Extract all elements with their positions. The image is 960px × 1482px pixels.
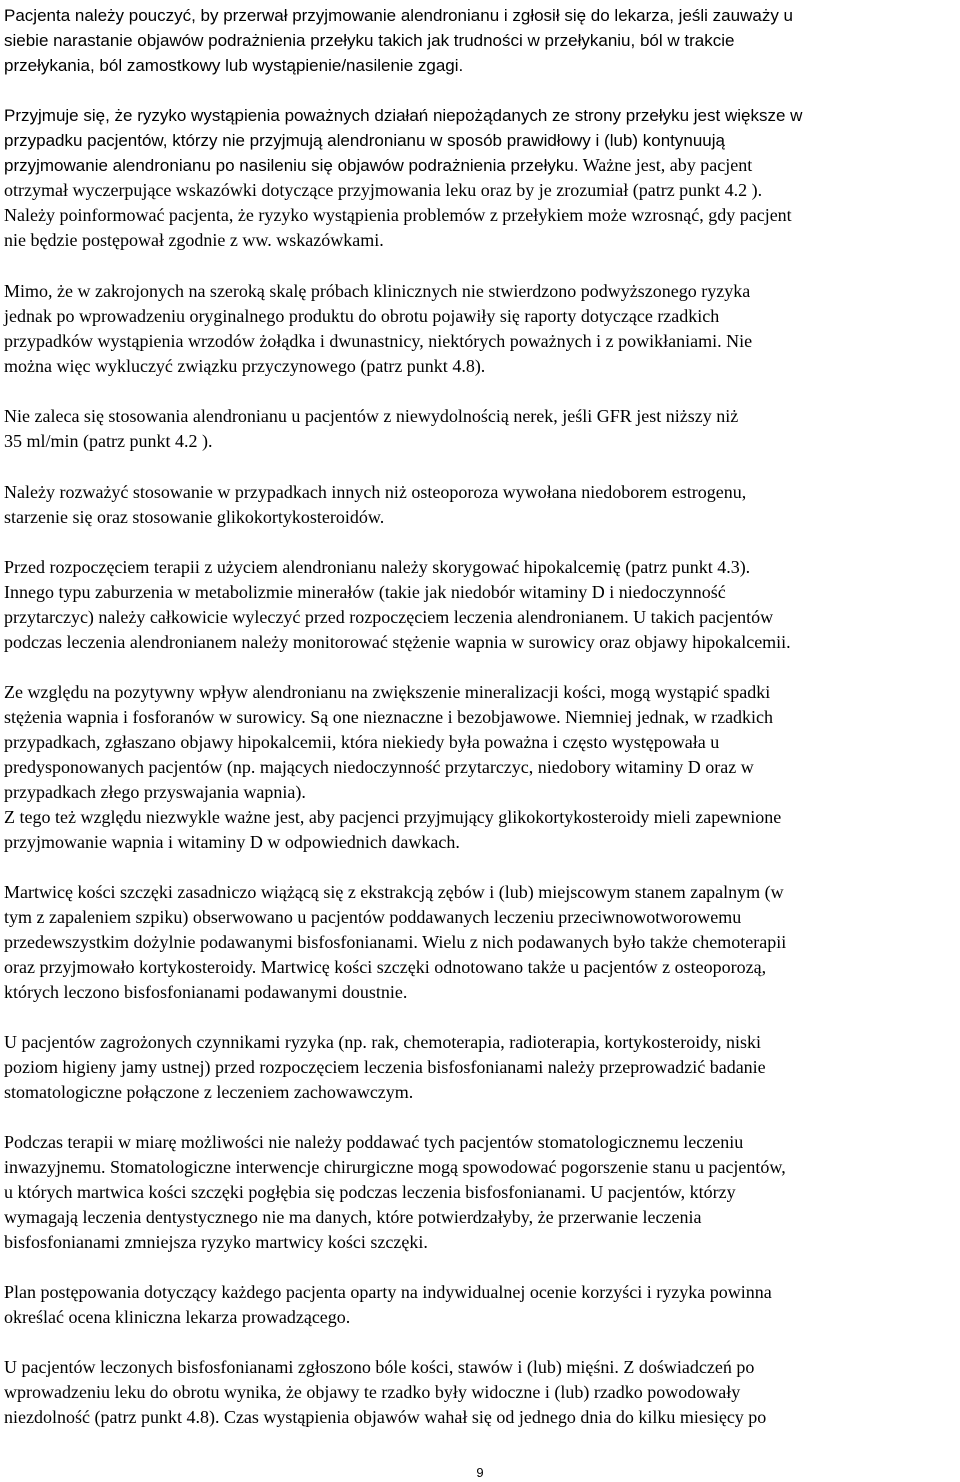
paragraph-jaw-osteonecrosis: Martwicę kości szczęki zasadniczo wiążącą się z ekstrakcją zębów i (lub) miejscowym stanem zapalnym (w tym z zapaleniem szpiku) obserwowano u pacjentów poddawanych leczeniu przeciwnowotworowemu przedewszystkim dożylnie podawanymi bisfosfonianami. Wielu z nich podawanych było także chemoterapii oraz przyjmowało kortykosteroidy. Martwicę kości szczęki odnotowano także u pacjentów z osteoporozą, których leczono bisfosfonianami podawanymi doustnie. xyxy=(4,882,787,1002)
paragraph-patient-instructions: Pacjenta należy pouczyć, by przerwał przyjmowanie alendronianu i zgłosił się do lekarza, jeśli zauważy u siebie narastanie objawów podrażnienia przełyku takich jak trudności w przełykaniu, ból w trakcie przełykania, ból zamostkowy lub wystąpienie/nasilenie zgagi. xyxy=(4,6,793,75)
page-number: 9 xyxy=(476,1465,484,1480)
paragraph-dental-treatment: Podczas terapii w miarę możliwości nie należy poddawać tych pacjentów stomatologicznemu leczeniu inwazyjnemu. Stomatologiczne interwencje chirurgiczne mogą spowodować pogorszenie stanu u pacjentów, u których martwica kości szczęki pogłębia się podczas leczenia bisfosfonianami. U pacjentów, którzy wymagają leczenia dentystycznego nie ma danych, które potwierdzałyby, że przerwanie leczenia bisfosfonianami zmniejsza ryzyko martwicy kości szczęki. xyxy=(4,1132,786,1252)
paragraph-mineralization: Ze względu na pozytywny wpływ alendronianu na zwiększenie mineralizacji kości, mogą wystąpić spadki stężenia wapnia i fosforanów w surowicy. Są one nieznaczne i bezobjawowe. Niemniej jednak, w rzadkich przypadkach, zgłaszano objawy hipokalcemii, która niekiedy była poważna i często występowała u predysponowanych pacjentów (np. mających niedoczynność przytarczyc, niedobory witaminy D oraz w przypadkach złego przyswajania wapnia). Z tego też względu niezwykle ważne jest, aby pacjenci przyjmujący glikokortykosteroidy mieli zapewnione przyjmowanie wapnia i witaminy D w odpowiednich dawkach. xyxy=(4,682,782,852)
paragraph-other-indications: Należy rozważyć stosowanie w przypadkach innych niż osteoporoza wywołana niedoborem estrogenu, starzenie się oraz stosowanie glikokortykosteroidów. xyxy=(4,482,747,527)
paragraph-bone-pain: U pacjentów leczonych bisfosfonianami zgłoszono bóle kości, stawów i (lub) mięśni. Z doświadczeń po wprowadzeniu leku do obrotu wynika, że objawy te rzadko były widoczne i (lub) rzadko powodowały niezdolność (patrz punkt 4.8). Czas wystąpienia objawów wahał się od jednego dnia do kilku miesięcy po xyxy=(4,1357,767,1427)
paragraph-hypocalcemia: Przed rozpoczęciem terapii z użyciem alendronianu należy skorygować hipokalcemię (patrz punkt 4.3). Innego typu zaburzenia w metabolizmie minerałów (takie jak niedobór witaminy D i niedoczynność przytarczyc) należy całkowicie wyleczyć przed rozpoczęciem leczenia alendronianem. U takich pacjentów podczas leczenia alendronianem należy monitorować stężenie wapnia w surowicy oraz objawy hipokalcemii. xyxy=(4,557,791,652)
paragraph-risk-factors: U pacjentów zagrożonych czynnikami ryzyka (np. rak, chemoterapia, radioterapia, kortykosteroidy, niski poziom higieny jamy ustnej) przed rozpoczęciem leczenia bisfosfonianami należy przeprowadzić badanie stomatologiczne połączone z leczeniem zachowawczym. xyxy=(4,1032,766,1102)
paragraph-gastric-ulcers: Mimo, że w zakrojonych na szeroką skalę próbach klinicznych nie stwierdzono podwyższonego ryzyka jednak po wprowadzeniu oryginalnego produktu do obrotu pojawiły się raporty dotyczące rzadkich przypadków wystąpienia wrzodów żołądka i dwunastnicy, niektórych poważnych i z powikłaniami. Nie można więc wykluczyć związku przyczynowego (patrz punkt 4.8). xyxy=(4,281,753,376)
paragraph-esophageal-risk-part1: Przyjmuje się, że ryzyko wystąpienia poważnych działań niepożądanych ze strony przełyku jest większe w przypadku pacjentów, którzy nie przyjmują alendronianu w sposób prawidłowy i (lub) kontynuują przyjmowanie alendronianu po nasileniu się objawów podrażnienia przełyku. xyxy=(4,106,803,175)
paragraph-esophageal-risk-part2: Ważne jest, aby pacjent otrzymał wyczerpujące wskazówki dotyczące przyjmowania leku oraz by je zrozumiał (patrz punkt 4.2 ). Należy poinformować pacjenta, że ryzyko wystąpienia problemów z przełykiem może wzrosnąć, gdy pacjent nie będzie postępował zgodnie z ww. wskazówkami. xyxy=(4,155,792,250)
paragraph-management-plan: Plan postępowania dotyczący każdego pacjenta oparty na indywidualnej ocenie korzyści i ryzyka powinna określać ocena kliniczna lekarza prowadzącego. xyxy=(4,1282,772,1327)
paragraph-esophageal-risk xyxy=(4,103,956,253)
paragraph-renal-insufficiency: Nie zaleca się stosowania alendronianu u pacjentów z niewydolnością nerek, jeśli GFR jest niższy niż 35 ml/min (patrz punkt 4.2 ). xyxy=(4,406,739,451)
